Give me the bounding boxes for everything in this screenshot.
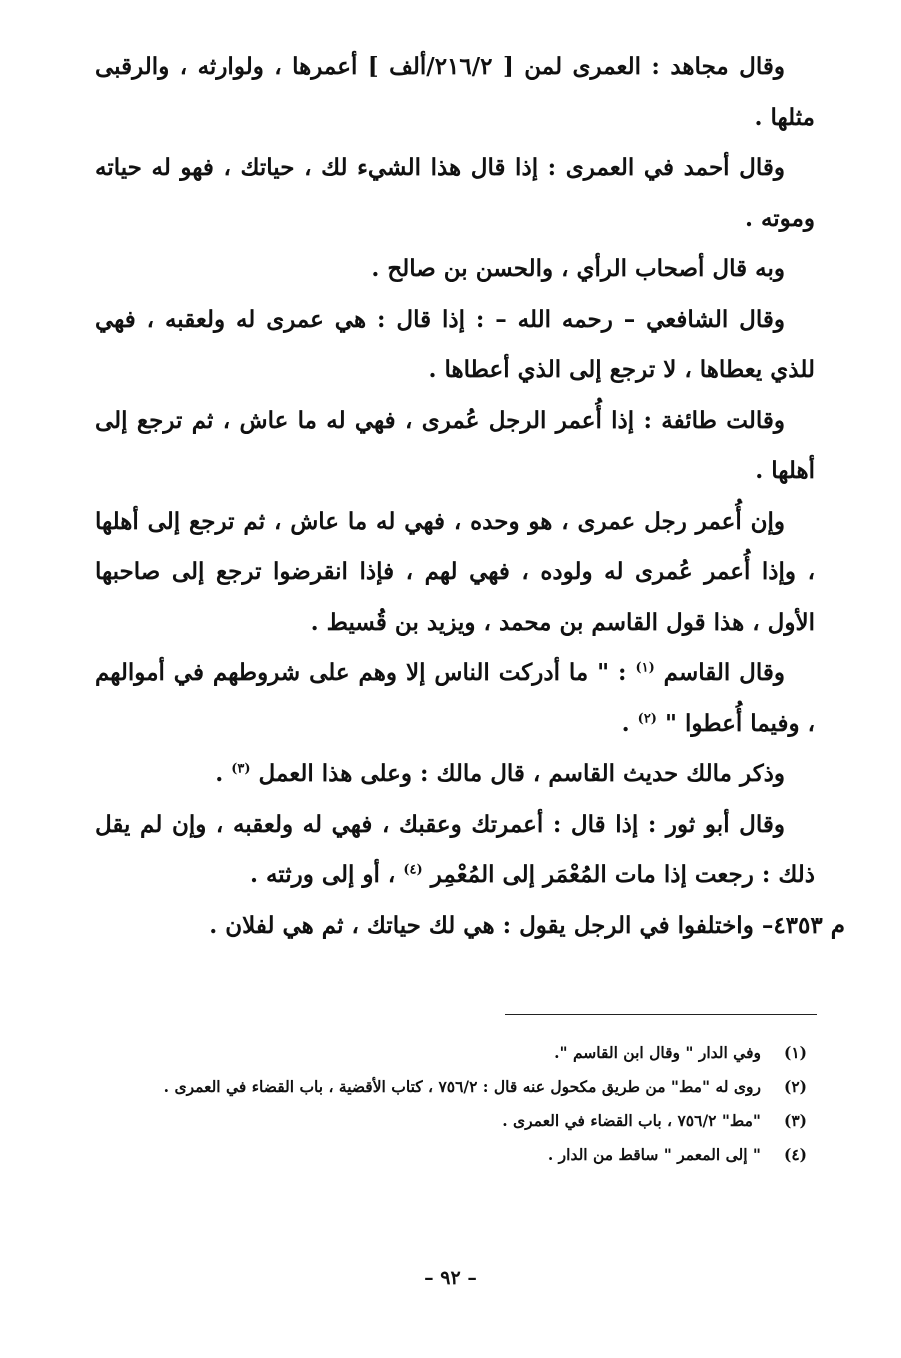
footnote-text: وفي الدار " وقال ابن القاسم ". [554,1043,761,1062]
paragraph-mujahid: وقال مجاهد : العمرى لمن [ ٢١٦/٢/ألف ] أعمرها ، ولوارثه ، والرقبى مثلها . [95,53,815,131]
qasim-quote-text: : " ما أدركت الناس إلا وهم على شروطهم في أموالهم ، وفيما أُعطوا " [95,659,815,737]
footnote-number: (٤) [783,1145,807,1164]
paragraph-qasim-bin-muhammad: وإن أُعمر رجل عمرى ، هو وحده ، فهي له ما عاش ، ثم ترجع إلى أهلها ، وإذا أُعمر عُمرى له ولوده ، فهي لهم ، فإذا انقرضوا ترجع إلى صاحبها الأول ، هذا قول القاسم بن محمد ، ويزيد بن قُسيط . [95,507,815,636]
footnote-1 [95,1036,807,1070]
footnote-number: (٢) [783,1077,807,1096]
footnote-number: (١) [783,1043,807,1062]
paragraph-malik [95,749,815,800]
footnote-2 [95,1070,807,1104]
qasim-quote-end: . [621,709,630,737]
footnote-ref-2: (٢) [637,710,657,726]
footnotes [95,1036,807,1172]
malik-text: وذكر مالك حديث القاسم ، قال مالك : وعلى هذا العمل [258,760,785,787]
footnote-ref-4: (٤) [403,862,423,878]
footnote-ref-3: (٣) [231,761,251,777]
issue-number: م ٤٣٥٣– [761,911,845,939]
qasim-quote-lead: وقال القاسم [663,659,786,686]
paragraph-qasim-quote [95,648,815,749]
footnote-ref-1: (١) [635,660,655,676]
footnote-3 [95,1104,807,1138]
paragraph-taifa: وقالت طائفة : إذا أُعمر الرجل عُمرى ، فهي له ما عاش ، ثم ترجع إلى أهلها . [95,406,815,484]
footnote-4 [95,1138,807,1172]
abu-thawr-end: ، أو إلى ورثته . [249,861,396,888]
footnote-text: " إلى المعمر " ساقط من الدار . [547,1145,761,1164]
page-number: – ٩٢ – [424,1267,477,1289]
footnote-text: روى له "مط" من طريق مكحول عنه قال : ٧٥٦/٢ ، كتاب الأقضية ، باب القضاء في العمرى . [163,1077,761,1096]
main-text [95,42,845,951]
issue-heading [95,901,845,952]
abu-thawr-text: وقال أبو ثور : إذا قال : أعمرتك وعقبك ، فهي له ولعقبه ، وإن لم يقل ذلك : رجعت إذا مات المُعْمَر إلى المُعْمِر [95,810,815,888]
malik-end: . [215,760,224,787]
footnote-separator [505,1014,817,1015]
paragraph-ashab-alray: وبه قال أصحاب الرأي ، والحسن بن صالح . [371,255,785,282]
footnote-number: (٣) [783,1111,807,1130]
paragraph-ahmad: وقال أحمد في العمرى : إذا قال هذا الشيء لك ، حياتك ، فهو له حياته وموته . [95,154,815,232]
paragraph-abu-thawr [95,800,815,901]
footnote-text: "مط" ٧٥٦/٢ ، باب القضاء في العمرى . [502,1111,761,1130]
paragraph-shafii: وقال الشافعي – رحمه الله – : إذا قال : هي عمرى له ولعقبه ، فهي للذي يعطاها ، لا ترجع إلى الذي أعطاها . [95,305,815,383]
issue-text: واختلفوا في الرجل يقول : هي لك حياتك ، ثم هي لفلان . [209,911,754,939]
